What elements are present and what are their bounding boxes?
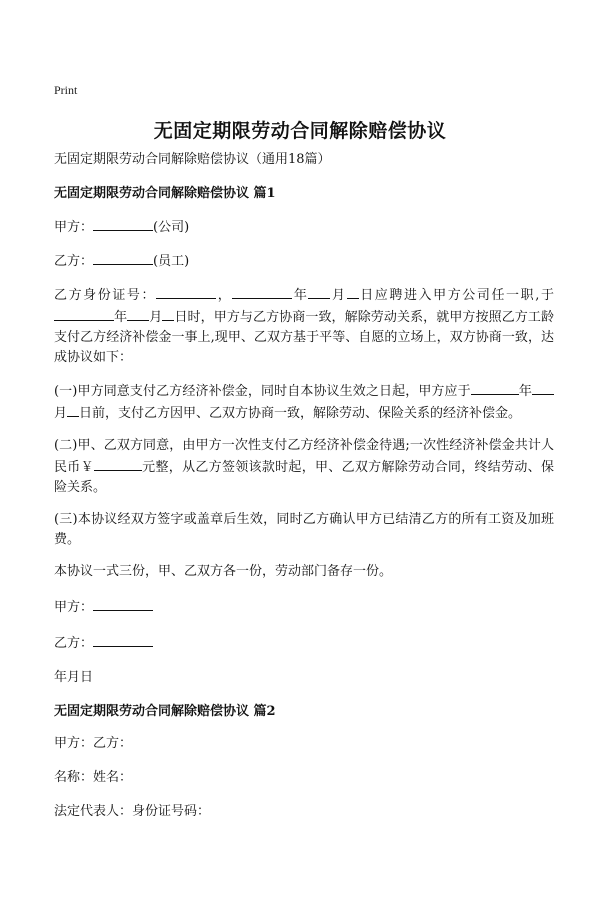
party-b-line bbox=[54, 250, 554, 272]
document-subtitle: 无固定期限劳动合同解除赔偿协议（通用18篇） bbox=[54, 152, 331, 167]
blank-line bbox=[347, 284, 359, 299]
clause-text: 元整，从乙方签领该款时起，甲、乙双方解除劳动合同，终结劳动、保险关系。 bbox=[54, 460, 554, 495]
blank-line bbox=[532, 380, 554, 395]
clause-2 bbox=[54, 436, 554, 498]
clause-1 bbox=[54, 380, 554, 424]
blank-line bbox=[94, 456, 142, 471]
blank-line bbox=[67, 402, 79, 417]
blank-line bbox=[93, 250, 153, 265]
blank-line bbox=[232, 284, 292, 299]
intro-text: 月 bbox=[330, 288, 347, 303]
signature-label: 甲方： bbox=[54, 600, 94, 615]
clause-text: 年 bbox=[518, 384, 532, 399]
blank-line bbox=[127, 306, 149, 321]
signature-label: 乙方： bbox=[54, 636, 94, 651]
party-b-suffix: (员工) bbox=[153, 254, 190, 269]
section-heading-1: 无固定期限劳动合同解除赔偿协议 篇1 bbox=[54, 186, 276, 201]
party-b-label: 乙方： bbox=[54, 254, 94, 269]
intro-text: ， bbox=[216, 288, 233, 303]
section-heading-2: 无固定期限劳动合同解除赔偿协议 篇2 bbox=[54, 704, 276, 719]
intro-text: 日时，甲方与乙方协商一致，解除劳动关系，就甲方按照乙方工龄支付乙方经济补偿金一事上,现甲、乙双方基于平等、自愿的立场上，双方协商一致，达成协议如下： bbox=[54, 310, 554, 365]
blank-line bbox=[156, 284, 216, 299]
section2-line-1: 甲方：乙方： bbox=[54, 736, 133, 751]
document-title: 无固定期限劳动合同解除赔偿协议 bbox=[153, 120, 447, 142]
signature-party-a bbox=[54, 596, 554, 618]
date-line: 年月日 bbox=[54, 670, 94, 685]
blank-line bbox=[162, 306, 174, 321]
blank-line bbox=[93, 596, 153, 611]
document-body bbox=[54, 150, 554, 834]
clause-text: 日前，支付乙方因甲、乙双方协商一致，解除劳动、保险关系的经济补偿金。 bbox=[79, 406, 522, 421]
intro-text: 月 bbox=[149, 310, 163, 325]
blank-line bbox=[93, 632, 153, 647]
intro-text: 年 bbox=[114, 310, 128, 325]
signature-party-b bbox=[54, 632, 554, 654]
print-label: Print bbox=[54, 83, 78, 97]
party-a-suffix: (公司) bbox=[153, 220, 190, 235]
intro-text: 乙方身份证号： bbox=[54, 288, 157, 303]
clause-text: (一)甲方同意支付乙方经济补偿金，同时自本协议生效之日起，甲方应于 bbox=[54, 384, 471, 399]
clause-text: 月 bbox=[54, 406, 68, 421]
intro-paragraph bbox=[54, 284, 554, 368]
section2-line-2: 名称：姓名： bbox=[54, 770, 133, 785]
section2-line-3: 法定代表人：身份证号码： bbox=[54, 804, 211, 819]
copies-statement: 本协议一式三份，甲、乙双方各一份，劳动部门备存一份。 bbox=[54, 564, 393, 579]
party-a-label: 甲方： bbox=[54, 220, 94, 235]
intro-text: 年 bbox=[292, 288, 309, 303]
clause-text: (二)甲、乙双方同意，由甲方一次性支付乙方经济补偿金待遇;一次性经济补偿金共计人民币￥ bbox=[54, 438, 554, 475]
party-a-line bbox=[54, 216, 554, 238]
blank-line bbox=[308, 284, 330, 299]
blank-line bbox=[93, 216, 153, 231]
intro-text: 日应聘进入甲方公司任一职,于 bbox=[358, 288, 554, 303]
blank-line bbox=[54, 306, 114, 321]
blank-line bbox=[471, 380, 519, 395]
clause-3: (三)本协议经双方签字或盖章后生效，同时乙方确认甲方已结清乙方的所有工资及加班费。 bbox=[54, 512, 554, 547]
